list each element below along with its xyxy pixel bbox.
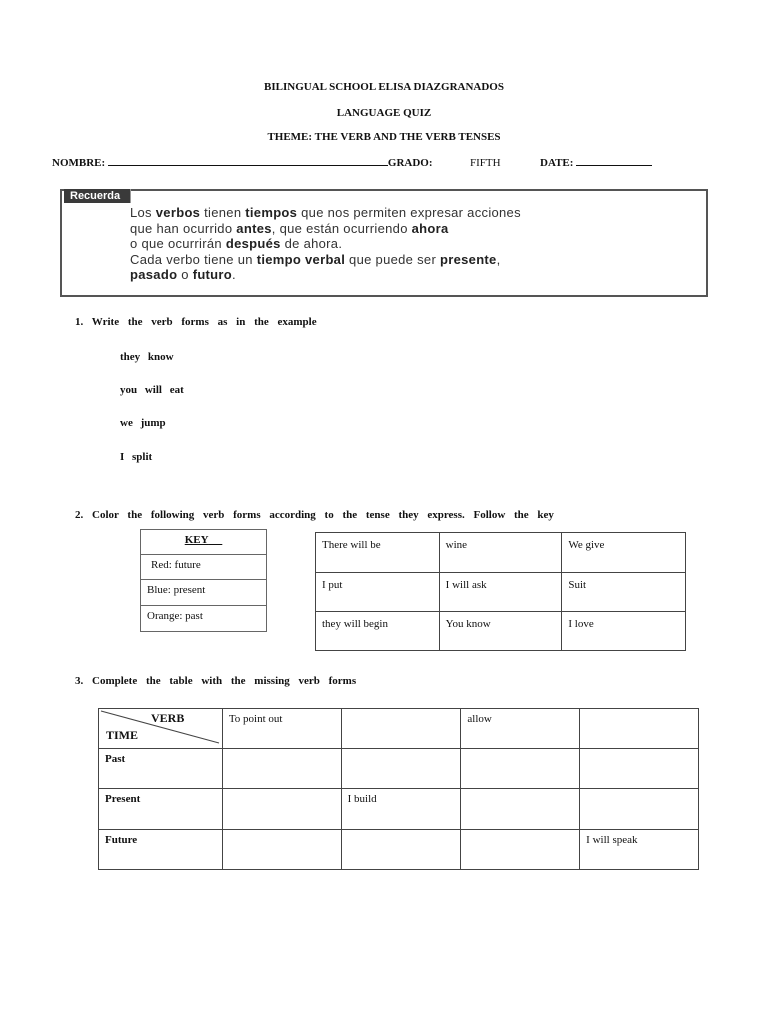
q2-title: 2. Color the following verb forms according to the tense they express. Follow the key (75, 509, 554, 521)
verb-header-cell[interactable]: To point out (222, 709, 341, 749)
nombre-label: NOMBRE: (52, 157, 106, 169)
verb-header-cell[interactable] (341, 709, 461, 749)
verb-form-cell[interactable]: You know (439, 612, 562, 651)
verb-form-cell[interactable]: they will begin (316, 612, 440, 651)
answer-cell[interactable] (222, 749, 341, 789)
answer-cell[interactable] (461, 789, 580, 830)
key-item: Orange: past (141, 606, 267, 632)
answer-cell[interactable] (461, 749, 580, 789)
q1-item: they know (120, 351, 174, 363)
verb-form-cell[interactable]: I love (562, 612, 686, 651)
grado-value: FIFTH (470, 157, 501, 169)
key-item: Red: future (141, 555, 267, 580)
answer-cell[interactable] (341, 830, 461, 870)
answer-cell[interactable] (222, 789, 341, 830)
answer-cell[interactable] (580, 789, 699, 830)
row-label-past: Past (99, 749, 223, 789)
quiz-title: LANGUAGE QUIZ (336, 107, 432, 119)
corner-cell (99, 709, 223, 749)
answer-cell[interactable] (580, 749, 699, 789)
recuerda-box (60, 189, 708, 297)
grado-label: GRADO: (387, 157, 433, 169)
recuerda-tag: Recuerda (64, 189, 131, 203)
row-label-future: Future (99, 830, 223, 870)
recuerda-line-3: o que ocurrirán después de ahora. (130, 236, 343, 251)
key-title-cell (141, 530, 267, 555)
date-label: DATE: (540, 157, 574, 169)
row-label-present: Present (99, 789, 223, 830)
key-table (140, 529, 267, 632)
nombre-row (52, 157, 433, 169)
date-blank[interactable] (576, 165, 652, 166)
answer-cell[interactable]: I will speak (580, 830, 699, 870)
q1-title: 1. Write the verb forms as in the example (75, 316, 317, 328)
verb-forms-table (315, 532, 686, 651)
answer-cell[interactable]: I build (341, 789, 461, 830)
recuerda-line-4: Cada verbo tiene un tiempo verbal que puede ser presente, (130, 251, 501, 267)
verb-tenses-table (98, 708, 699, 870)
answer-cell[interactable] (341, 749, 461, 789)
school-name: BILINGUAL SCHOOL ELISA DIAZGRANADOS (264, 81, 504, 93)
q1-item: you will eat (120, 384, 184, 396)
key-item: Blue: present (141, 580, 267, 606)
corner-time-label: TIME (106, 728, 139, 742)
date-row (540, 157, 652, 169)
nombre-blank[interactable] (108, 165, 388, 166)
verb-form-cell[interactable]: I put (316, 573, 440, 612)
verb-form-cell[interactable]: Suit (562, 573, 686, 612)
recuerda-line-2: que han ocurrido antes, que están ocurriendo ahora (130, 220, 449, 236)
q3-title: 3. Complete the table with the missing verb forms (75, 675, 357, 687)
q1-item: I split (120, 451, 153, 463)
answer-cell[interactable] (461, 830, 580, 870)
q1-item: we jump (120, 417, 166, 429)
recuerda-line-1: Los verbos tienen tiempos que nos permiten expresar acciones (130, 205, 521, 220)
verb-form-cell[interactable]: We give (562, 533, 686, 573)
verb-header-cell[interactable] (580, 709, 699, 749)
key-title: KEY (184, 534, 209, 546)
verb-header-cell[interactable]: allow (461, 709, 580, 749)
verb-form-cell[interactable]: wine (439, 533, 562, 573)
theme-title: THEME: THE VERB AND THE VERB TENSES (267, 131, 501, 143)
corner-verb-label: VERB (151, 711, 185, 725)
verb-form-cell[interactable]: There will be (316, 533, 440, 573)
recuerda-line-5: pasado o futuro. (130, 267, 236, 282)
recuerda-text (130, 205, 696, 283)
verb-form-cell[interactable]: I will ask (439, 573, 562, 612)
answer-cell[interactable] (222, 830, 341, 870)
